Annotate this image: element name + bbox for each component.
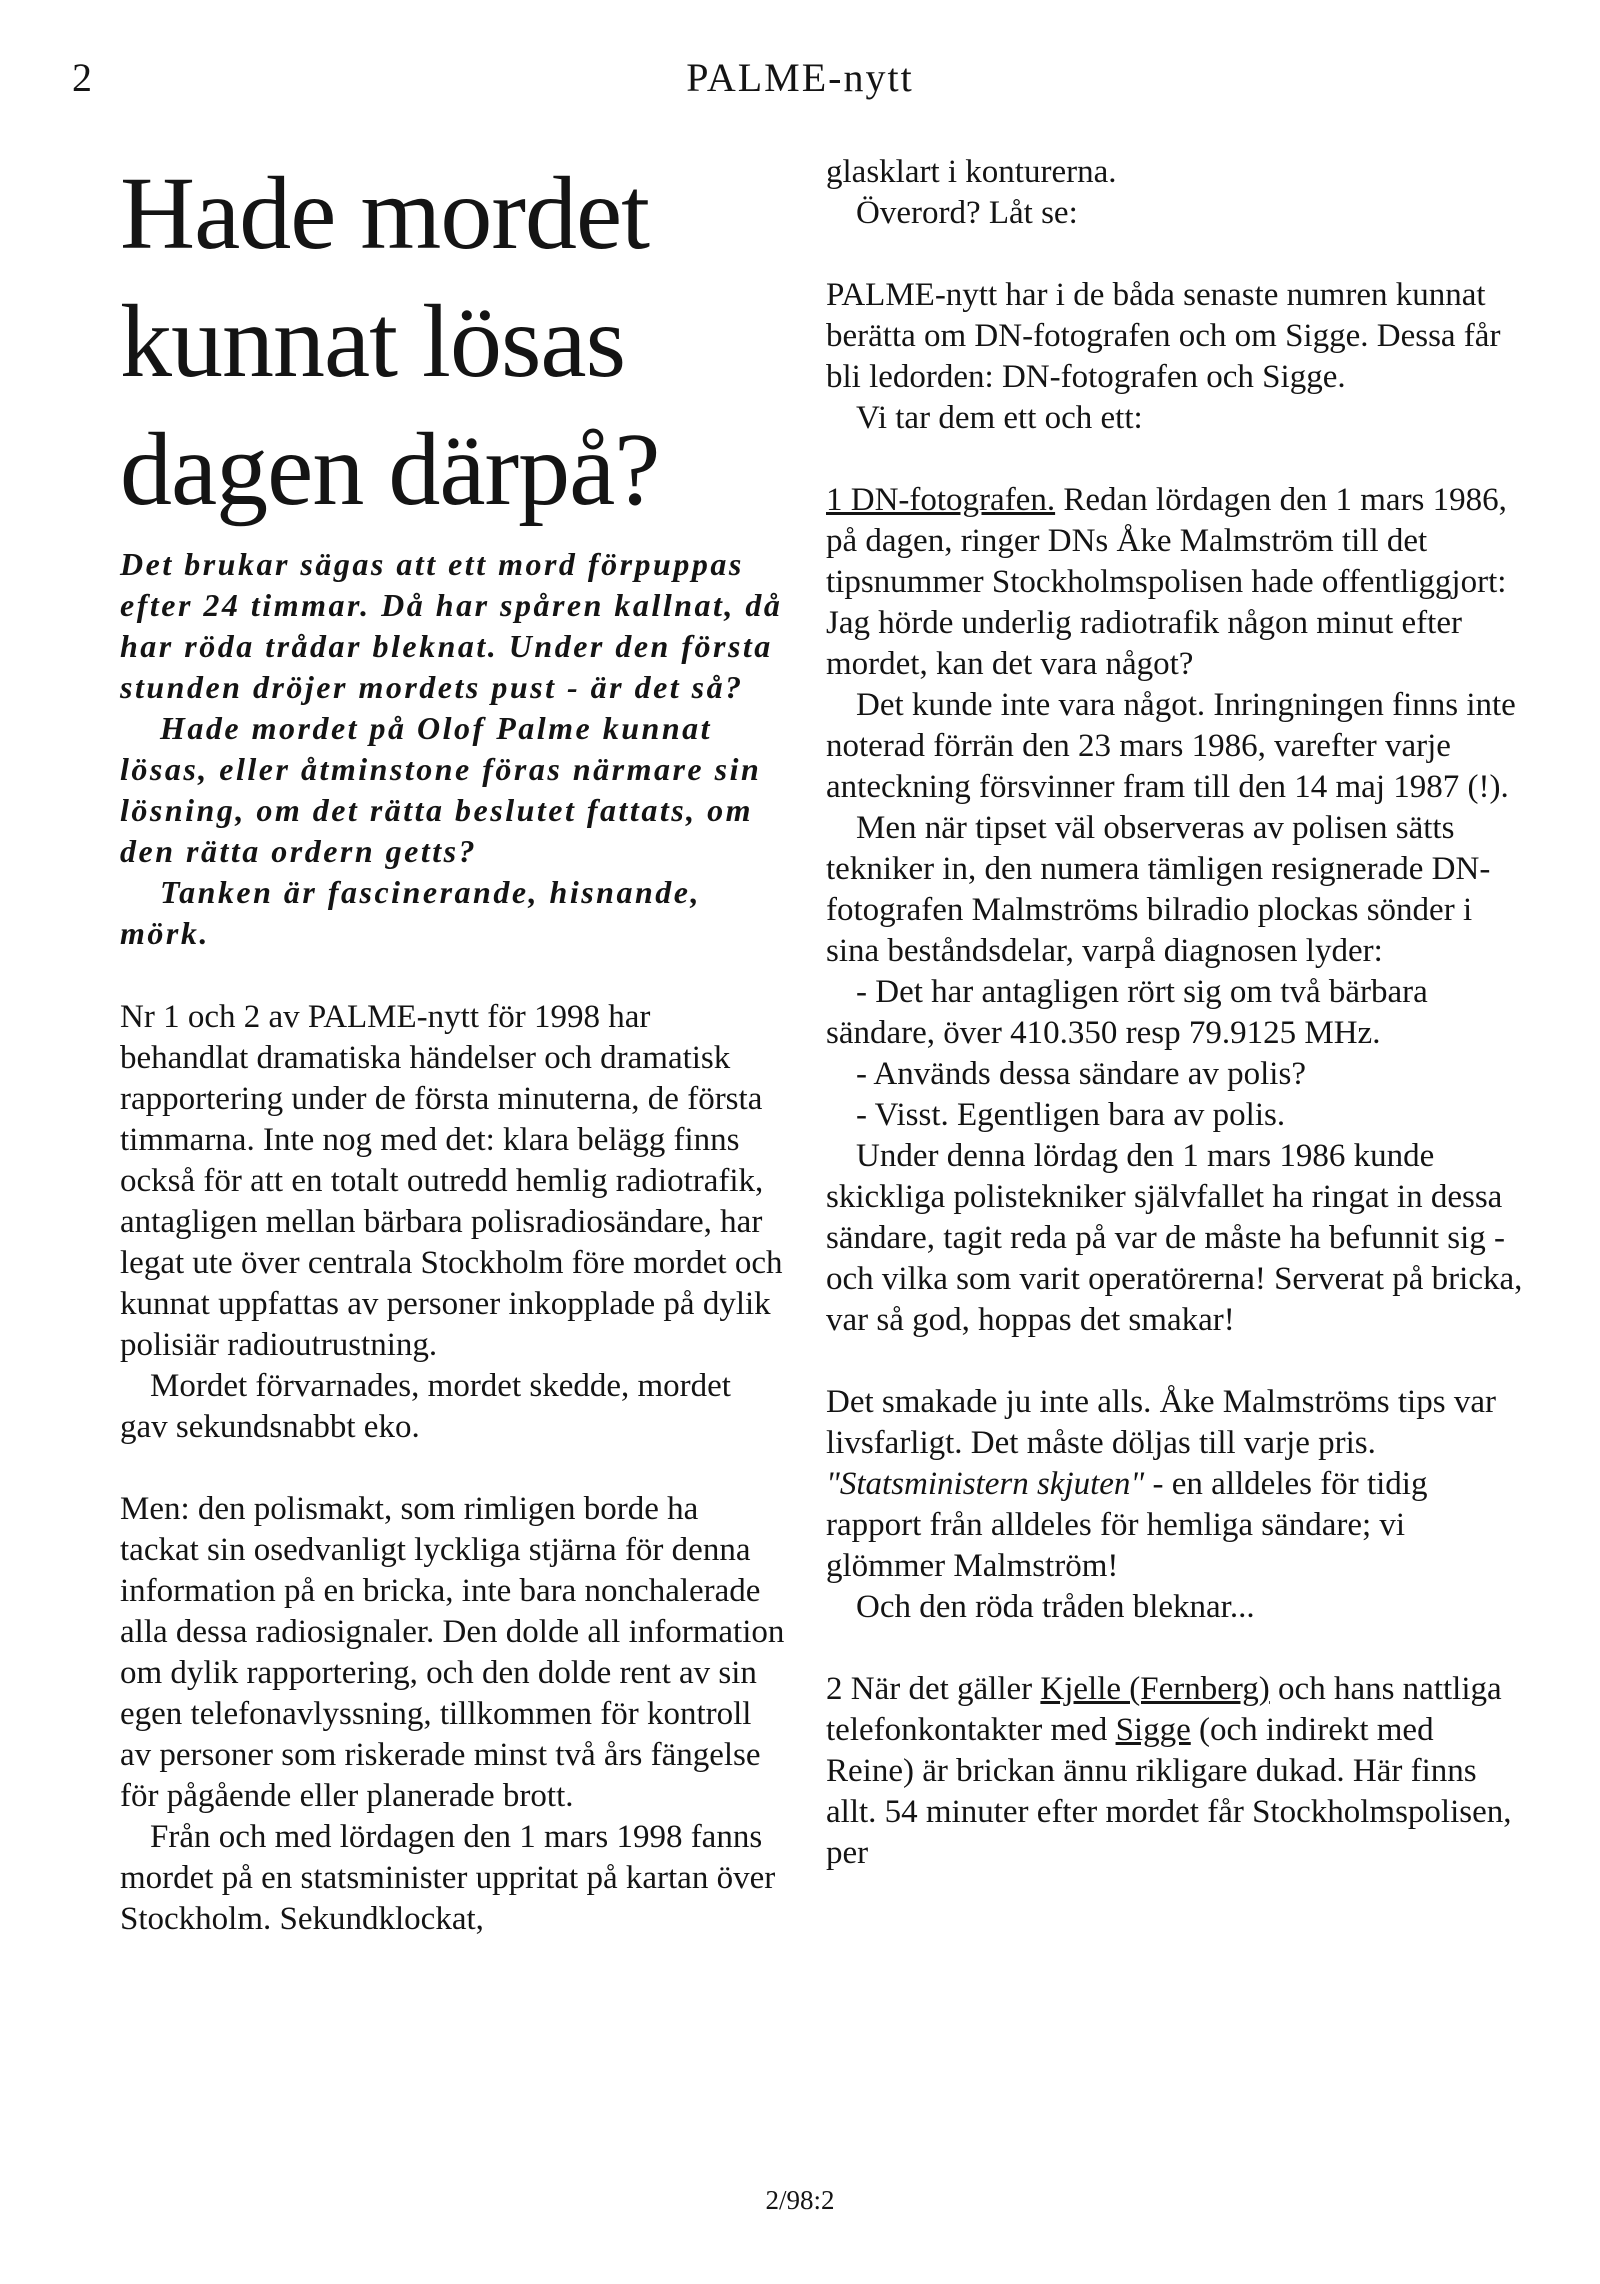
body-paragraph: Från och med lördagen den 1 mars 1998 fanns mordet på en statsminister uppritat på kartan över Stockholm. Sekundklockat, [120,1819,776,1937]
body-text-span: Det smakade ju inte alls. Åke Malmströms tips var livsfarligt. Det måste döljas till varje pris. [826,1384,1496,1461]
page-number: 2 [72,55,92,100]
body-paragraph: Men när tipset väl observeras av polisen sätts tekniker in, den numera tämligen resignerade DN-fotografen Malmströms bilradio plockas sönder i sina beståndsdelar, varpå diagnosen lyder: [826,810,1491,969]
body-paragraph: Nr 1 och 2 av PALME-nytt för 1998 har behandlat dramatiska händelser och dramatisk rapportering under de första minuterna, de första timmarna. Inte nog med det: klara belägg finns också för att en totalt outredd hemlig radiotrafik, antagligen mellan bärbara polisradiosändare, har legat ute över centrala Stockholm före mordet och kunnat uppfattas av personer inkopplade på dylik polisiär radioutrustning. [120,999,783,1363]
body-paragraph: Vi tar dem ett och ett: [856,400,1143,436]
lead-paragraph-3: Tanken är fascinerande, hisnande, mörk. [120,874,701,951]
body-paragraph: Det kunde inte vara något. Inringningen finns inte noterad förrän den 23 mars 1986, varefter varje anteckning försvinner fram till den 14 maj 1987 (!). [826,687,1516,805]
body-paragraph: Under denna lördag den 1 mars 1986 kunde skickliga polistekniker självfallet ha ringat in dessa sändare, tagit reda på var de måste ha befunnit sig - och vilka som varit operatörerna! Serverat på bricka, var så god, hoppas det smakar! [826,1138,1523,1338]
quote-statsministern-skjuten: "Statsministern skjuten" [826,1466,1145,1502]
body-paragraph: glasklart i konturerna. [826,154,1117,190]
body-text-span: 2 När det gäller [826,1671,1041,1707]
left-body-text [120,997,785,1940]
body-paragraph: Mordet förvarnades, mordet skedde, mordet gav sekundsnabbt eko. [120,1368,731,1445]
body-paragraph: - Används dessa sändare av polis? [856,1056,1306,1092]
body-paragraph: Och den röda tråden bleknar... [856,1589,1255,1625]
page-footer: 2/98:2 [765,2185,835,2215]
underlined-name-kjelle: Kjelle (Fernberg) [1040,1671,1270,1707]
right-body-text [826,152,1526,1874]
body-paragraph [826,1382,1526,1587]
lead-paragraph-1: Det brukar sägas att ett mord förpuppas efter 24 timmar. Då har spåren kallnat, då har röda trådar bleknat. Under den första stunden dröjer mordets pust - är det så? [120,546,783,705]
body-paragraph [826,480,1526,685]
body-paragraph: - Visst. Egentligen bara av polis. [856,1097,1286,1133]
headline-line-3: dagen därpå? [120,412,660,527]
running-head: PALME-nytt [686,55,914,100]
body-text-span: Redan lördagen den 1 mars 1986, på dagen, ringer DNs Åke Malmström till det tipsnummer Stockholmspolisen hade offentliggjort: Jag hörde underlig radiotrafik någon minut efter mordet, kan det vara något? [826,482,1507,682]
headline-line-2: kunnat lösas [120,284,626,399]
left-column [120,150,785,1940]
headline-line-1: Hade mordet [120,156,650,271]
body-paragraph [826,1669,1526,1874]
headline [120,150,785,534]
body-text-span: (och indirekt med Reine) är brickan ännu rikligare dukad. Här finns allt. 54 minuter efter mordet får Stockholmspolisen, per [826,1712,1512,1871]
body-paragraph: - Det har antagligen rört sig om två bärbara sändare, över 410.350 resp 79.9125 MHz. [826,974,1428,1051]
lead-paragraph-2: Hade mordet på Olof Palme kunnat lösas, eller åtminstone föras närmare sin lösning, om det rätta beslutet fattats, om den rätta ordern getts? [120,710,762,869]
body-paragraph: Överord? Låt se: [856,195,1078,231]
body-paragraph: PALME-nytt har i de båda senaste numren kunnat berätta om DN-fotografen och om Sigge. Dessa får bli ledorden: DN-fotografen och Sigge. [826,277,1501,395]
lead-paragraphs [120,544,785,954]
body-text-span: och hans nattliga telefonkontakter med [826,1671,1502,1748]
right-column [826,152,1526,1874]
body-text-span: - en alldeles för tidig rapport från alldeles för hemliga sändare; vi glömmer Malmström! [826,1466,1428,1584]
underlined-name-sigge: Sigge [1115,1712,1191,1748]
section-heading-dn-fotografen: 1 DN-fotografen. [826,482,1056,518]
body-paragraph: Men: den polismakt, som rimligen borde ha tackat sin osedvanligt lyckliga stjärna för denna information på en bricka, inte bara nonchalerade alla dessa radiosignaler. Den dolde all information om dylik rapportering, och den dolde rent av sin egen telefonavlyssning, tillkommen för kontroll av personer som riskerade minst två års fängelse för pågående eller planerade brott. [120,1491,785,1814]
